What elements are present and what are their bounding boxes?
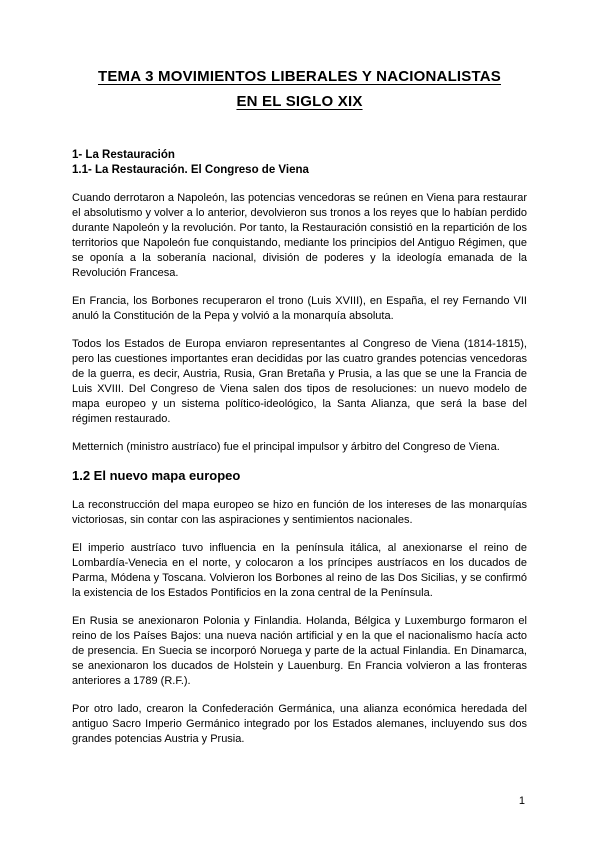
section: 1.2 El nuevo mapa europeo <box>72 468 241 483</box>
paragraph: La reconstrucción del mapa europeo se hizo en función de los intereses de las monarquías victoriosas, sin contar con las aspiraciones y sentimientos nacionales. <box>72 499 527 526</box>
paragraph: Metternich (ministro austríaco) fue el principal impulsor y árbitro del Congreso de Viena. <box>72 441 500 453</box>
page-title-line-2: EN EL SIGLO XIX <box>236 93 363 110</box>
paragraph: El imperio austríaco tuvo influencia en la península itálica, al anexionarse el reino de Lombardía-Venecia en el norte, y colocaron a los príncipes austríacos en los ducados de Parma, Módena y Toscana. Volvieron los Borbones al reino de las Dos Sicilias, y se confirmó la existencia de los Estados Pontificios en la zona central de la Península. <box>72 542 527 599</box>
subheading: 1.1- La Restauración. El Congreso de Viena <box>72 164 309 176</box>
paragraph: Por otro lado, crearon la Confederación Germánica, una alianza económica heredada del antiguo Sacro Imperio Germánico integrado por los Estados alemanes, incluyendo sus dos grandes potencias Austria y Prusia. <box>72 703 527 745</box>
document-body <box>72 148 527 747</box>
paragraph: En Rusia se anexionaron Polonia y Finlandia. Holanda, Bélgica y Luxemburgo formaron el reino de los Países Bajos: una nueva nación artificial y en la que el nacionalismo hacía acto de presencia. En Suecia se incorporó Noruega y parte de la actual Finlandia. En Dinamarca, se anexionaron los ducados de Holstein y Lauenburg. En Francia volvieron a las fronteras anteriores a 1789 (R.F.). <box>72 615 527 687</box>
heading: 1- La Restauración <box>72 149 175 161</box>
page-number: 1 <box>518 795 525 807</box>
paragraph: En Francia, los Borbones recuperaron el trono (Luis XVIII), en España, el rey Fernando VII anuló la Constitución de la Pepa y volvió a la monarquía absoluta. <box>72 295 527 322</box>
page-title <box>72 64 527 114</box>
paragraph: Cuando derrotaron a Napoleón, las potencias vencedoras se reúnen en Viena para restaurar el absolutismo y volver a lo anterior, devolvieron sus tronos a los reyes que lo habían perdido durante Napoleón y la revolución. Por tanto, la Restauración consistió en la repartición de los territorios que Napoleón fue conquistando, mediante los principios del Antiguo Régimen, que se oponía a la soberanía nacional, división de poderes y la ideología emanada de la Revolución Francesa. <box>72 192 527 279</box>
page-title-line-1: TEMA 3 MOVIMIENTOS LIBERALES Y NACIONALISTAS <box>97 68 501 85</box>
paragraph: Todos los Estados de Europa enviaron representantes al Congreso de Viena (1814-1815), pero las cuestiones importantes eran decididas por las cuatro grandes potencias vencedoras de la guerra, es decir, Austria, Rusia, Gran Bretaña y Prusia, a las que se une la Francia de Luis XVIII. Del Congreso de Viena salen dos tipos de resoluciones: un nuevo modelo de mapa europeo y un sistema político-ideológico, la Santa Alianza, que será la base del régimen restaurado. <box>72 338 527 425</box>
